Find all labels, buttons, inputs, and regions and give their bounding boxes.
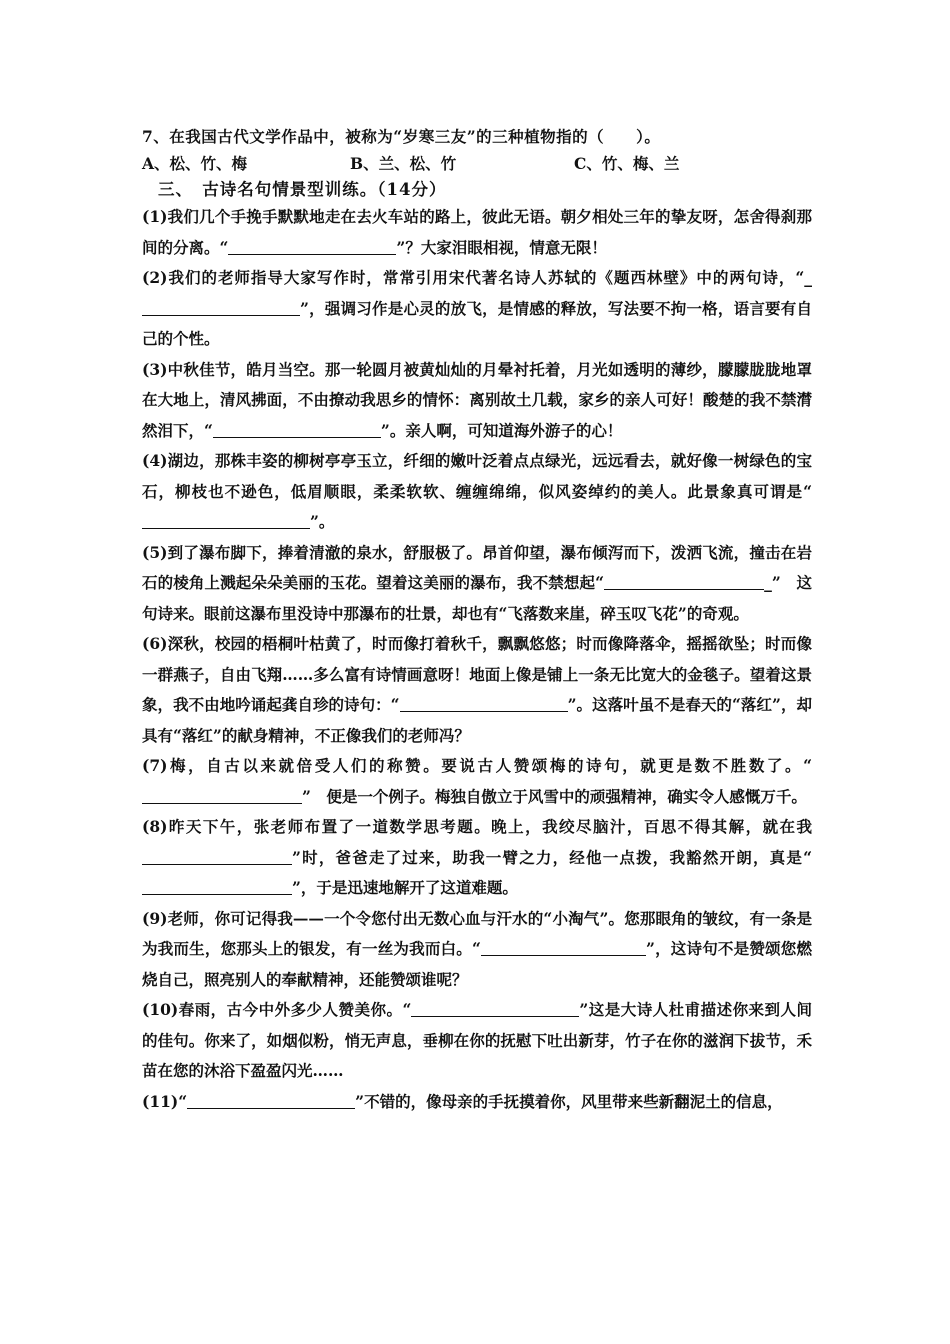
answer-blank[interactable]	[213, 419, 381, 438]
item-1-text-a: (1)我们几个手挽手默默地走在去火车站的路上，彼此无语。朝夕相处三年的挚友呀，怎舍得刹那间的分离。“	[142, 207, 812, 257]
item-9	[142, 904, 812, 996]
answer-blank[interactable]	[142, 510, 310, 529]
item-3	[142, 355, 812, 447]
item-7-text-b: ” 便是一个例子。梅独自傲立于风雪中的顽强精神，确实令人感慨万千。	[302, 786, 807, 806]
answer-blank[interactable]	[142, 846, 292, 865]
option-b: B、兰、松、竹	[350, 154, 457, 173]
item-10-text-b: ”这是大诗人杜甫描述你来到人间的佳句。你来了，如烟似粉，悄无声息，垂柳在你的抚慰下吐出新芽，竹子在你的滋润下拔节，禾苗在您的沐浴下盈盈闪光……	[142, 1000, 812, 1080]
item-2	[142, 263, 812, 355]
answer-blank[interactable]	[400, 693, 568, 712]
item-2-text-a: (2)我们的老师指导大家写作时，常常引用宋代著名诗人苏轼的《题西林壁》中的两句诗，“_	[142, 268, 812, 287]
item-3-text-b: ”。亲人啊，可知道海外游子的心！	[380, 420, 623, 440]
item-4-text-b: ”。	[310, 512, 335, 531]
answer-blank[interactable]	[142, 785, 302, 804]
item-2-text-b: ”，强调习作是心灵的放飞，是情感的释放，写法要不拘一格，语言要有自己的个性。	[142, 298, 812, 348]
option-c: C、竹、梅、兰	[574, 154, 680, 173]
answer-blank[interactable]	[604, 571, 764, 590]
answer-blank[interactable]	[187, 1090, 355, 1109]
item-1-text-b: ”？大家泪眼相视，情意无限！	[396, 237, 607, 257]
item-7	[142, 751, 812, 812]
item-3-text-a: (3)中秋佳节，皓月当空。那一轮圆月被黄灿灿的月晕衬托着，月光如透明的薄纱，朦朦胧胧地罩在大地上，清风拂面，不由撩动我思乡的情怀：离别故土几载，家乡的亲人可好！酸楚的我不禁潸然泪下，“	[142, 359, 812, 440]
item-9-text-a: (9)老师，你可记得我——一个令您付出无数心血与汗水的“小淘气”。您那眼角的皱纹，有一条是为我而生，您那头上的银发，有一丝为我而白。“	[142, 908, 812, 958]
answer-blank[interactable]	[481, 937, 646, 956]
item-8-text-a: (8)昨天下午，张老师布置了一道数学思考题。晚上，我绞尽脑汁，百思不得其解，就在我	[142, 817, 812, 836]
section-3-body	[142, 202, 812, 1117]
item-4-text-a: (4)湖边，那株丰姿的柳树亭亭玉立，纤细的嫩叶泛着点点绿光，远远看去，就好像一树绿色的宝石，柳枝也不逊色，低眉顺眼，柔柔软软、缠缠绵绵，似风姿绰约的美人。此景象真可谓是“	[142, 451, 812, 501]
item-8-text-b: ”时，爸爸走了过来，助我一臂之力，经他一点拨，我豁然开朗，真是“	[292, 847, 812, 867]
item-4	[142, 446, 812, 538]
item-6	[142, 629, 812, 751]
item-5-text-a: (5)到了瀑布脚下，捧着清澈的泉水，舒服极了。昂首仰望，瀑布倾泻而下，泼洒飞流，撞击在岩石的棱角上溅起朵朵美丽的玉花。望着这美丽的瀑布，我不禁想起“	[142, 542, 812, 592]
item-10-text-a: (10)春雨，古今中外多少人赞美你。“	[142, 1000, 412, 1019]
item-10	[142, 995, 812, 1087]
item-11	[142, 1087, 812, 1118]
item-5	[142, 538, 812, 630]
answer-blank[interactable]	[228, 236, 396, 255]
answer-blank[interactable]	[142, 876, 292, 895]
item-11-text-a: (11)“	[142, 1091, 188, 1111]
item-7-text-a: (7)梅，自古以来就倍受人们的称赞。要说古人赞颂梅的诗句，就更是数不胜数了。“	[142, 756, 812, 775]
answer-blank[interactable]	[142, 297, 300, 316]
item-11-text-b: ”不错的，像母亲的手抚摸着你，风里带来些新翻泥土的信息，	[355, 1091, 783, 1111]
item-1	[142, 202, 812, 263]
question-7: 7、在我国古代文学作品中，被称为“岁寒三友”的三种植物指的（ ）。	[142, 127, 661, 146]
item-5-text-b: _” 这句诗来。眼前这瀑布里没诗中那瀑布的壮景，却也有“飞落数来崖，碎玉叹飞花”的奇观。	[142, 573, 812, 623]
answer-blank[interactable]	[411, 998, 579, 1017]
item-8-text-c: ”，于是迅速地解开了这道难题。	[292, 878, 518, 897]
item-8	[142, 812, 812, 904]
item-6-text-b: ”。这落叶虽不是春天的“落红”，却具有“落红”的献身精神，不正像我们的老师冯？	[142, 695, 813, 745]
option-a: A、松、竹、梅	[142, 154, 248, 173]
section-3-title: 三、 古诗名句情景型训练。（14分）	[158, 180, 447, 199]
item-9-text-b: ”，这诗句不是赞颂您燃烧自己，照亮别人的奉献精神，还能赞颂谁呢？	[142, 939, 813, 989]
item-6-text-a: (6)深秋，校园的梧桐叶枯黄了，时而像打着秋千，飘飘悠悠；时而像降落伞，摇摇欲坠；时而像一群燕子，自由飞翔……多么富有诗情画意呀！地面上像是铺上一条无比宽大的金毯子。望着这景象，我不由地吟诵起龚自珍的诗句：“	[142, 634, 812, 714]
